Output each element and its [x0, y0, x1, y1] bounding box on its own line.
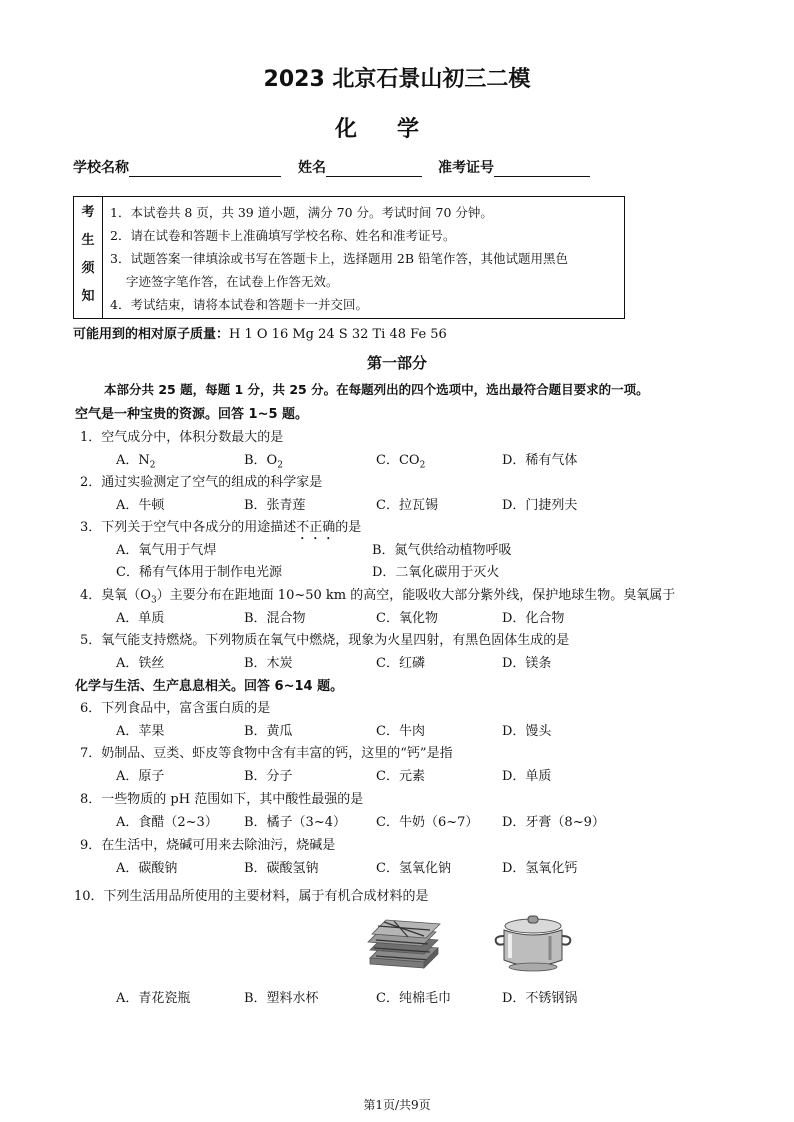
q1-option-a: A．$N_2$: [116, 453, 156, 471]
question-6-stem: 6．下列食品中，富含蛋白质的是: [80, 701, 271, 716]
q8-option-d: D．牙膏（8~9）: [502, 815, 605, 830]
q5-option-a: A．铁丝: [116, 656, 165, 671]
q3-option-d: D．二氧化碳用于灭火: [372, 565, 500, 580]
q10-option-b: B．塑料水杯: [244, 991, 319, 1006]
question-1-stem: 1．空气成分中，体积分数最大的是: [80, 430, 284, 445]
q4-option-b: B．混合物: [244, 611, 306, 626]
exam-id-blank: [494, 162, 590, 177]
question-5-stem: 5．氧气能支持燃烧。下列物质在氧气中燃烧，现象为火星四射，有黑色固体生成的是: [80, 633, 570, 648]
exam-id-label: 准考证号: [438, 160, 494, 176]
part-one-title: 第一部分: [366, 354, 427, 372]
towel-illustration: [364, 918, 450, 974]
part-one-intro: 本部分共 25 题，每题 1 分，共 25 分。在每题列出的四个选项中，选出最符合题目要求的一项。: [104, 382, 649, 397]
steel-pot-illustration: [492, 914, 574, 976]
atomic-mass-label: 可能用到的相对原子质量：: [73, 327, 230, 342]
group-intro-1: 空气是一种宝贵的资源。回答 1~5 题。: [75, 407, 309, 422]
q1-option-b: B．$O_2$: [244, 453, 283, 471]
notice-lines: [110, 201, 568, 316]
q5-option-c: C．红磷: [376, 656, 425, 671]
q7-option-c: C．元素: [376, 769, 425, 784]
q8-option-a: A．食醋（2~3）: [116, 815, 218, 830]
q5-option-d: D．镁条: [502, 656, 552, 671]
group-intro-2: 化学与生活、生产息息相关。回答 6~14 题。: [75, 679, 344, 694]
notice-line: 4．考试结束，请将本试卷和答题卡一并交回。: [110, 297, 368, 312]
emphasis-not-correct: 不正确: [296, 520, 336, 535]
q7-option-b: B．分子: [244, 769, 293, 784]
q10-option-d: D．不锈钢锅: [502, 991, 578, 1006]
q5-option-b: B．木炭: [244, 656, 293, 671]
q2-option-a: A．牛顿: [116, 498, 165, 513]
notice-side-heading: [74, 197, 103, 318]
q3-option-a: A．氧气用于气焊: [116, 543, 217, 558]
q7-option-d: D．单质: [502, 769, 552, 784]
name-label: 姓名: [298, 160, 326, 176]
notice-side-char: 考: [81, 205, 95, 220]
q8-option-b: B．橘子（3~4）: [244, 815, 346, 830]
q2-option-d: D．门捷列夫: [502, 498, 578, 513]
page-footer: 第1页/共9页: [363, 1098, 431, 1112]
q4-option-a: A．单质: [116, 611, 165, 626]
notice-line: 字迹签字笔作答，在试卷上作答无效。: [126, 274, 339, 289]
school-blank: [129, 162, 281, 177]
question-8-stem: 8．一些物质的 pH 范围如下，其中酸性最强的是: [80, 792, 364, 807]
notice-side-char: 须: [81, 261, 95, 276]
notice-side-char: 生: [81, 233, 95, 248]
q3-option-b: B．氮气供给动植物呼吸: [372, 543, 512, 558]
q1-option-d: D．稀有气体: [502, 453, 578, 468]
name-blank: [326, 162, 422, 177]
subject-title: 化学: [334, 117, 459, 142]
q10-option-c: C．纯棉毛巾: [376, 991, 451, 1006]
school-name-field: [73, 157, 281, 177]
q2-option-c: C．拉瓦锡: [376, 498, 438, 513]
atomic-mass-line: [73, 323, 447, 342]
exam-title: 2023 北京石景山初三二模: [263, 67, 531, 92]
notice-line: 3．试题答案一律填涂或书写在答题卡上，选择题用 2B 铅笔作答，其他试题用黑色: [110, 251, 569, 266]
q6-option-d: D．馒头: [502, 724, 552, 739]
q3-option-c: C．稀有气体用于制作电光源: [116, 565, 282, 580]
q9-option-b: B．碳酸氢钠: [244, 861, 319, 876]
atomic-mass-values: H 1 O 16 Mg 24 S 32 Ti 48 Fe 56: [229, 327, 447, 342]
school-label: 学校名称: [73, 160, 129, 176]
notice-side-char: 知: [81, 289, 95, 304]
question-4-stem: 4．臭氧$(O_3)$主要分布在距地面 10~50 km 的高空，能吸收大部分紫外线，保护地球生物。臭氧属于: [80, 588, 676, 606]
candidate-notice-box: [73, 196, 625, 319]
q4-option-c: C．氧化物: [376, 611, 438, 626]
question-3-stem: 3．下列关于空气中各成分的用途描述不正确的是: [80, 520, 362, 535]
q8-option-c: C．牛奶（6~7）: [376, 815, 479, 830]
question-10-stem: 10．下列生活用品所使用的主要材料，属于有机合成材料的是: [74, 889, 429, 904]
question-7-stem: 7．奶制品、豆类、虾皮等食物中含有丰富的钙，这里的“钙”是指: [80, 746, 453, 761]
q1-option-c: C．$CO_2$: [376, 453, 426, 471]
q9-option-d: D．氢氧化钙: [502, 861, 578, 876]
name-field: [298, 157, 422, 177]
q6-option-c: C．牛肉: [376, 724, 425, 739]
q10-option-a: A．青花瓷瓶: [116, 991, 191, 1006]
question-2-stem: 2．通过实验测定了空气的组成的科学家是: [80, 475, 323, 490]
q6-option-b: B．黄瓜: [244, 724, 293, 739]
q4-option-d: D．化合物: [502, 611, 565, 626]
question-9-stem: 9．在生活中，烧碱可用来去除油污，烧碱是: [80, 838, 336, 853]
q2-option-b: B．张青莲: [244, 498, 306, 513]
q7-option-a: A．原子: [116, 769, 165, 784]
exam-id-field: [438, 157, 590, 177]
q9-option-c: C．氢氧化钠: [376, 861, 451, 876]
q9-option-a: A．碳酸钠: [116, 861, 178, 876]
notice-line: 1．本试卷共 8 页，共 39 道小题，满分 70 分。考试时间 70 分钟。: [110, 205, 493, 220]
notice-line: 2．请在试卷和答题卡上准确填写学校名称、姓名和准考证号。: [110, 228, 456, 243]
q6-option-a: A．苹果: [116, 724, 165, 739]
